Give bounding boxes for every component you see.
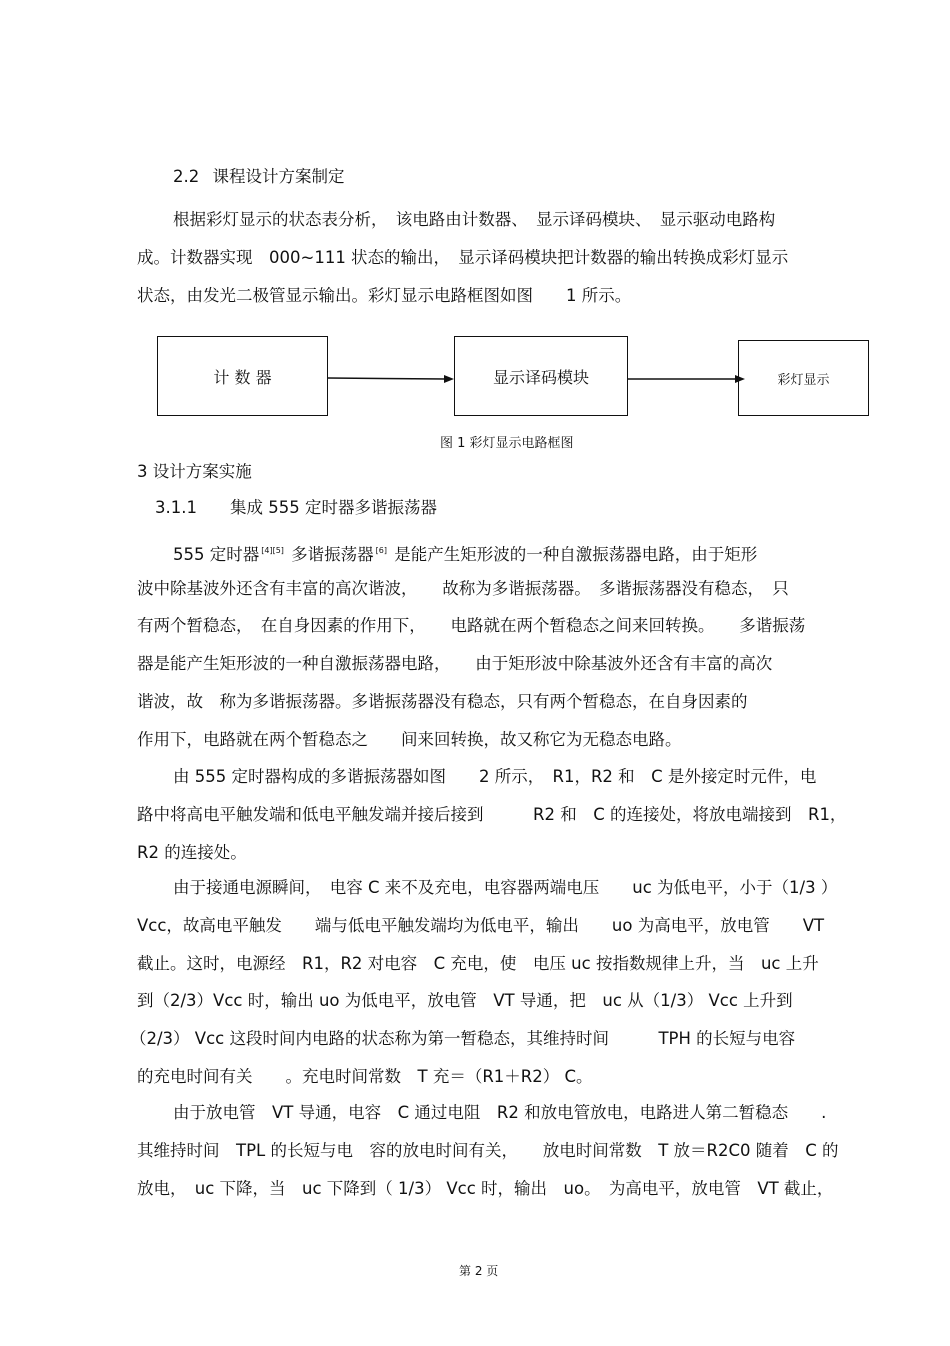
text-line: 波中除基波外还含有丰富的高次谐波， 故称为多谐振荡器。 多谐振荡器没有稳态， 只 [137,579,789,598]
text-line: Vcc，故高电平触发 端与低电平触发端均为低电平，输出 uo 为高电平，放电管 VT [137,916,825,935]
text-line: 到（2/3）Vcc 时，输出 uo 为低电平，放电管 VT 导通，把 uc 从（1/3） Vcc 上升到 [137,991,793,1010]
figure-caption: 图 1 彩灯显示电路框图 [440,436,574,451]
text-line: 路中将高电平触发端和低电平触发端并接后接到 R2 和 C 的连接处，将放电端接到 R1， [137,805,847,824]
section-title: 课程设计方案制定 [212,167,345,186]
text-fragment: 是能产生矩形波的一种自激振荡器电路，由于矩形 [394,545,758,564]
text-line: 根据彩灯显示的状态表分析， 该电路由计数器、 显示译码模块、 显示驱动电路构 [173,210,776,229]
text-line: 由 555 定时器构成的多谐振荡器如图 2 所示， R1，R2 和 C 是外接定时元件，电 [173,767,817,786]
text-line: 状态，由发光二极管显示输出。彩灯显示电路框图如图 1 所示。 [137,286,632,305]
text-line [173,540,757,566]
diagram-arrows [0,0,950,460]
section-heading-3: 3 设计方案实施 [137,462,252,481]
decoder-label: 显示译码模块 [492,367,589,387]
text-line: R2 的连接处。 [137,843,247,862]
citation-ref: [6] [375,546,388,555]
section-number: 2.2 [173,167,200,186]
section-heading-3-1-1: 3.1.1 集成 555 定时器多谐振荡器 [155,498,437,517]
text-line: 由于接通电源瞬间， 电容 C 来不及充电，电容器两端电压 uc 为低电平，小于（1/3 ） [173,878,838,897]
page-number: 第 2 页 [459,1264,499,1278]
text-line: 放电， uc 下降，当 uc 下降到（ 1/3） Vcc 时，输出 uo。 为高电平，放电管 VT 截止， [137,1179,834,1198]
citation-ref: [4][5] [261,546,284,555]
text-line: 器是能产生矩形波的一种自激振荡器电路， 由于矩形波中除基波外还含有丰富的高次 [137,654,773,673]
text-line: 其维持时间 TPL 的长短与电 容的放电时间有关， 放电时间常数 T 放＝R2C0 随着 C 的 [137,1141,839,1160]
text-line: 的充电时间有关 。充电时间常数 T 充＝（R1＋R2） C。 [137,1067,593,1086]
text-line: 截止。这时，电源经 R1，R2 对电容 C 充电，使 电压 uc 按指数规律上升，当 uc 上升 [137,954,819,973]
display-label: 彩灯显示 [777,372,830,388]
arrow-decoder-to-display [628,375,745,383]
text-line: 有两个暂稳态， 在自身因素的作用下， 电路就在两个暂稳态之间来回转换。 多谐振荡 [137,616,806,635]
arrow-counter-to-decoder [328,375,454,383]
counter-label: 计 数 器 [213,367,272,387]
text-line: 谐波，故 称为多谐振荡器。多谐振荡器没有稳态，只有两个暂稳态，在自身因素的 [137,692,748,711]
text-line: 由于放电管 VT 导通，电容 C 通过电阻 R2 和放电管放电，电路进人第二暂稳态 . [173,1103,827,1122]
text-line: 作用下，电路就在两个暂稳态之 间来回转换，故又称它为无稳态电路。 [137,730,682,749]
text-fragment: 555 定时器 [173,545,260,564]
text-line: （2/3） Vcc 这段时间内电路的状态称为第一暂稳态，其维持时间 TPH 的长短与电容 [130,1029,796,1048]
text-fragment: 多谐振荡器 [291,545,374,564]
text-line: 成。计数器实现 000~111 状态的输出， 显示译码模块把计数器的输出转换成彩灯显示 [137,248,789,267]
